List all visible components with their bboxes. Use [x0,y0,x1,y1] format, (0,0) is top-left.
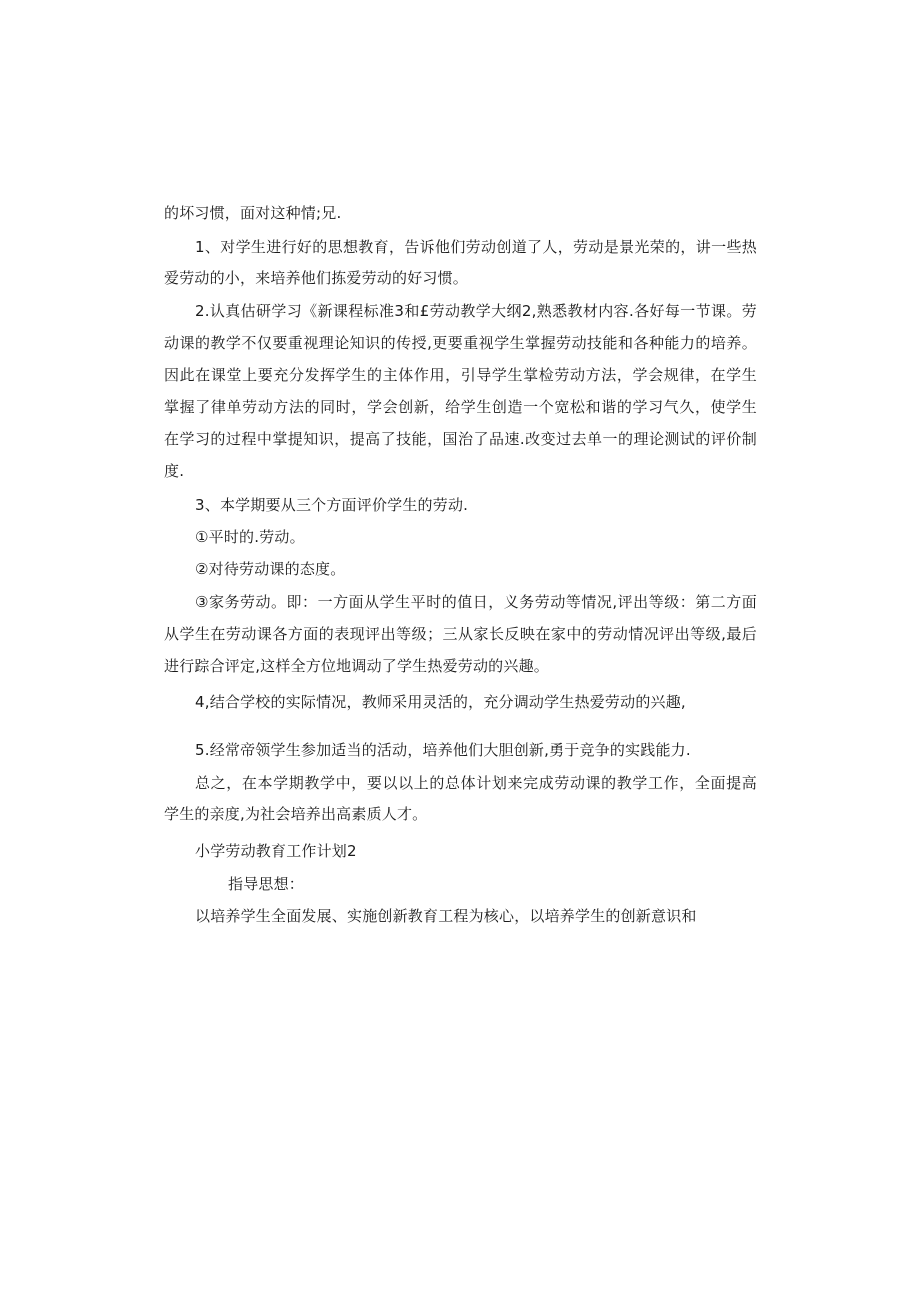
text-line: 因此在课堂上要充分发挥学生的主体作用，引导学生掌检劳动方法，学会规律，在学生 [164,366,757,384]
text-line: 在学习的过程中掌提知识，提高了技能，国治了品速.改变过去单一的理论测试的评价制 [164,430,757,448]
text-line: ③家务劳动。即：一方面从学生平时的值日，义务劳动等情况,评出等级：第二方面 [195,593,757,611]
text-line: 3、本学期要从三个方面评价学生的劳动. [195,496,469,514]
text-line: 总之，在本学期教学中，要以以上的总体计划来完成劳动课的教学工作，全面提高 [195,774,757,792]
text-line: 的坏习惯，面对这种情;兄. [164,204,342,222]
text-line: 1、对学生进行好的思想教育，告诉他们劳动创道了人，劳动是景光荣的，讲一些热 [195,238,757,256]
text-line: 进行踪合评定,这样全方位地调动了学生热爱劳动的兴趣。 [164,657,549,675]
section-heading: 小学劳动教育工作计划2 [195,842,357,860]
subheading: 指导思想： [228,875,305,893]
text-line: 2.认真估研学习《新课程标准3和£劳动教学大纲2,熟悉教材内容.各好每一节课。劳 [195,302,757,320]
text-line: 从学生在劳动课各方面的表现评出等级；三从家长反映在家中的劳动情况评出等级,最后 [164,625,757,643]
text-line: ②对待劳动课的态度。 [195,560,346,578]
text-line: 掌握了律单劳动方法的同时，学会创新，给学生创造一个宽松和谐的学习气久，使学生 [164,398,757,416]
text-line: ①平时的.劳动。 [195,528,305,546]
text-line: 度. [164,462,185,480]
text-line: 5.经常帝领学生参加适当的活动，培养他们大胆创新,勇于竞争的实践能力. [195,741,691,759]
text-line: 学生的亲度,为社会培养出高素质人才。 [164,805,428,823]
text-line: 动课的教学不仅要重视理论知识的传授,更要重视学生掌握劳动技能和各种能力的培养。 [164,334,757,352]
text-line: 爱劳动的小，来培养他们拣爱劳动的好习惯。 [164,269,469,287]
text-line: 以培养学生全面发展、实施创新教育工程为核心，以培养学生的创新意识和 [195,907,697,925]
text-line: 4,结合学校的实际情况，教师采用灵活的，充分调动学生热爱劳动的兴趣, [195,693,686,711]
